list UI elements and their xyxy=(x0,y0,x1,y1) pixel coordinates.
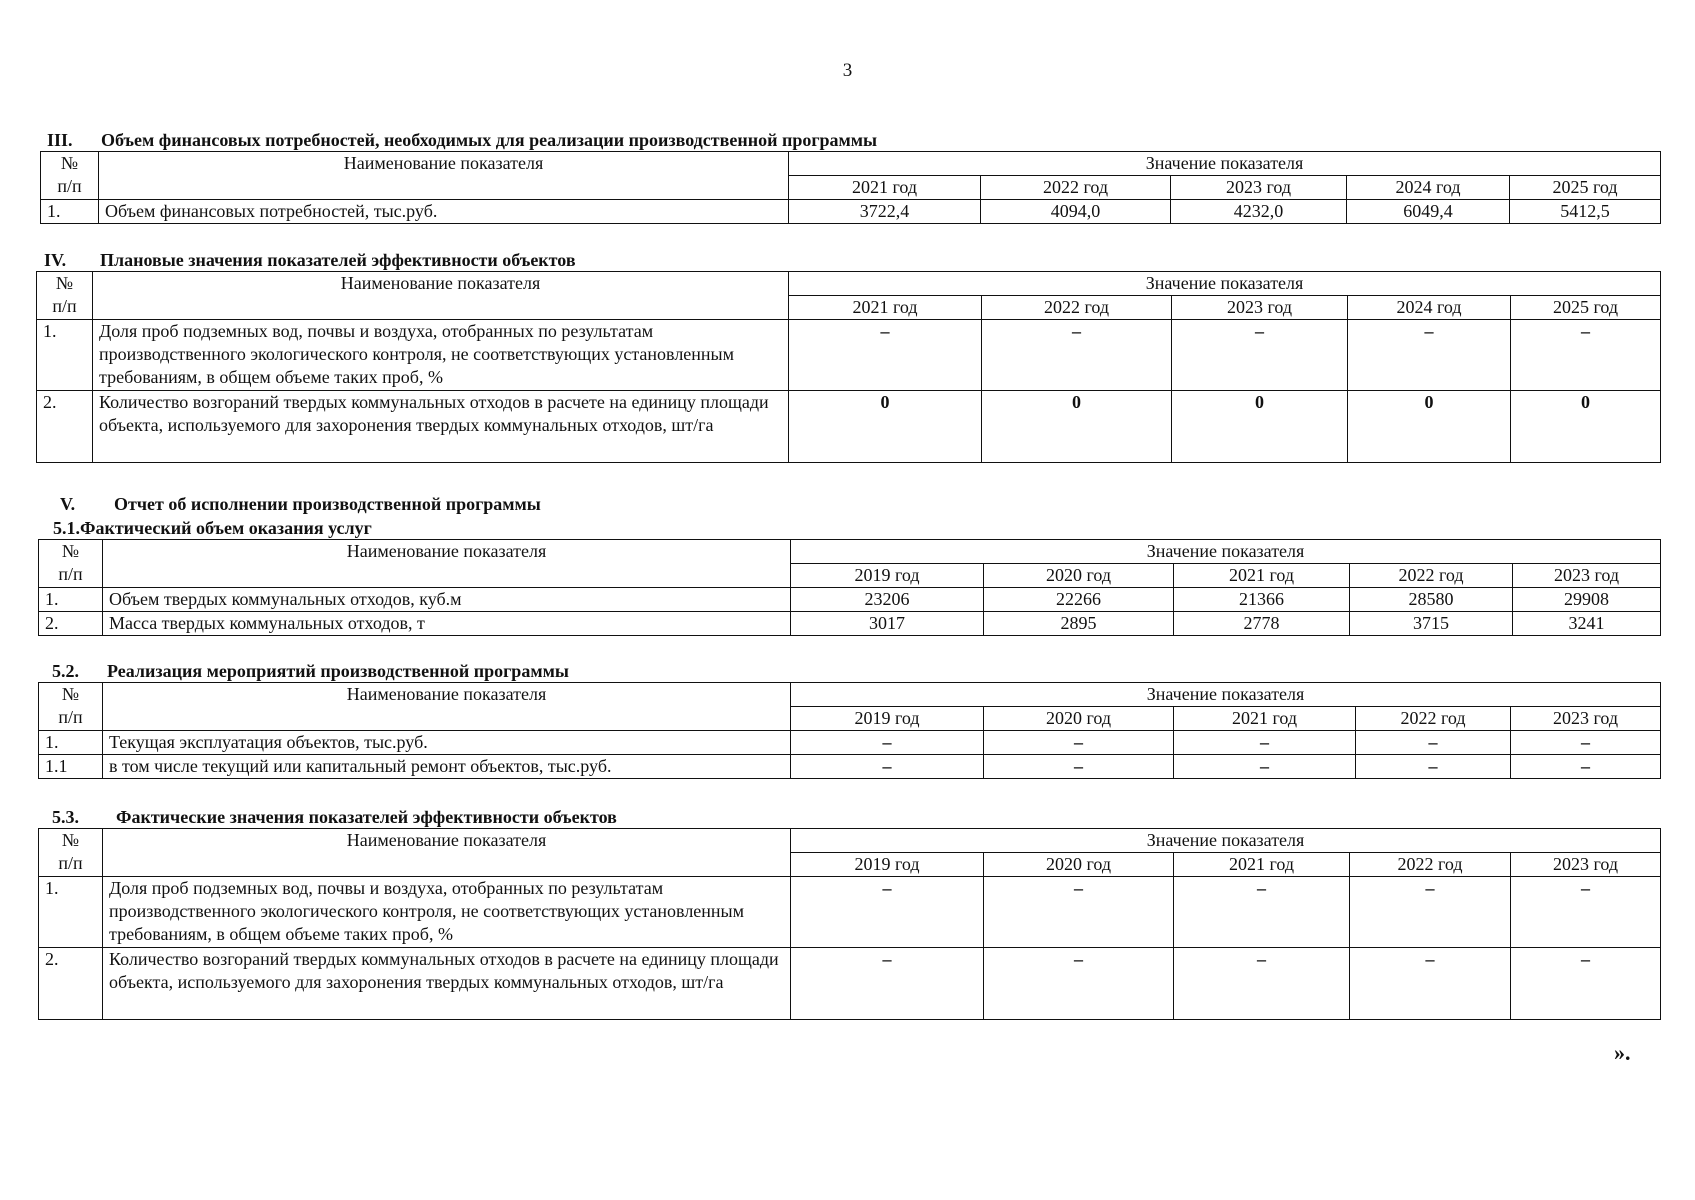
header-number-line1: № xyxy=(61,541,80,561)
header-number-line1: № xyxy=(55,273,74,293)
year-header: 2025 год xyxy=(1511,296,1661,320)
section-5-1-title xyxy=(38,517,1661,539)
row-name: Количество возгораний твердых коммунальных отходов в расчете на единицу площади объекта, используемого для захоронения твердых коммунальных отходов, шт/га xyxy=(103,948,791,1020)
header-value: Значение показателя xyxy=(791,683,1661,707)
row-value: – xyxy=(1350,877,1511,948)
row-value: – xyxy=(791,731,984,755)
section-5-title xyxy=(38,494,1661,515)
section-5-2 xyxy=(38,661,1661,779)
year-header: 2022 год xyxy=(981,176,1171,200)
row-value: – xyxy=(982,320,1172,391)
table-actual-efficiency xyxy=(38,828,1661,1020)
table-row xyxy=(39,877,1661,948)
section-5-3-heading: Фактические значения показателей эффективности объектов xyxy=(116,807,617,827)
row-value: 0 xyxy=(1348,391,1511,463)
header-number-line2: п/п xyxy=(52,296,77,316)
header-number xyxy=(39,540,103,588)
row-value: – xyxy=(1174,755,1356,779)
table-row xyxy=(41,200,1661,224)
year-header: 2021 год xyxy=(789,176,981,200)
row-name: Масса твердых коммунальных отходов, т xyxy=(103,612,791,636)
year-header: 2021 год xyxy=(1174,707,1356,731)
header-value: Значение показателя xyxy=(789,152,1661,176)
header-number xyxy=(39,683,103,731)
row-name: в том числе текущий или капитальный ремонт объектов, тыс.руб. xyxy=(103,755,791,779)
section-5-2-title xyxy=(38,661,1661,682)
row-value: 4232,0 xyxy=(1171,200,1347,224)
row-value: 28580 xyxy=(1350,588,1513,612)
header-number xyxy=(41,152,99,200)
row-value: 3715 xyxy=(1350,612,1513,636)
row-value: 0 xyxy=(789,391,982,463)
header-number-line2: п/п xyxy=(58,853,83,873)
row-number: 2. xyxy=(39,948,103,1020)
section-3 xyxy=(40,130,1661,224)
row-number: 1. xyxy=(37,320,93,391)
row-number: 1.1 xyxy=(39,755,103,779)
row-value: 23206 xyxy=(791,588,984,612)
year-header: 2019 год xyxy=(791,564,984,588)
header-number-line2: п/п xyxy=(58,707,83,727)
section-4-heading: Плановые значения показателей эффективности объектов xyxy=(100,250,576,270)
row-name: Текущая эксплуатация объектов, тыс.руб. xyxy=(103,731,791,755)
section-5-3-number: 5.3. xyxy=(52,807,79,827)
row-value: 5412,5 xyxy=(1510,200,1661,224)
row-value: – xyxy=(791,948,984,1020)
header-number-line1: № xyxy=(60,153,79,173)
section-5-3 xyxy=(38,807,1661,1020)
row-name: Объем твердых коммунальных отходов, куб.м xyxy=(103,588,791,612)
header-name: Наименование показателя xyxy=(103,683,791,731)
table-row xyxy=(39,612,1661,636)
year-header: 2023 год xyxy=(1513,564,1661,588)
row-value: – xyxy=(1356,755,1511,779)
section-3-heading: Объем финансовых потребностей, необходимых для реализации производственной программы xyxy=(101,130,878,150)
year-header: 2022 год xyxy=(982,296,1172,320)
row-value: 29908 xyxy=(1513,588,1661,612)
section-4 xyxy=(36,250,1661,463)
section-4-number: IV. xyxy=(44,250,67,270)
row-value: 21366 xyxy=(1174,588,1350,612)
row-value: – xyxy=(791,755,984,779)
row-value: – xyxy=(1174,731,1356,755)
row-number: 2. xyxy=(37,391,93,463)
year-header: 2022 год xyxy=(1356,707,1511,731)
year-header: 2023 год xyxy=(1172,296,1348,320)
row-value: 3722,4 xyxy=(789,200,981,224)
row-name: Количество возгораний твердых коммунальных отходов в расчете на единицу площади объекта, используемого для захоронения твердых коммунальных отходов, шт/га xyxy=(93,391,789,463)
row-value: – xyxy=(1511,755,1661,779)
row-value: – xyxy=(1511,877,1661,948)
header-name: Наименование показателя xyxy=(99,152,789,200)
row-number: 1. xyxy=(41,200,99,224)
year-header: 2025 год xyxy=(1510,176,1661,200)
table-row xyxy=(39,588,1661,612)
row-value: 4094,0 xyxy=(981,200,1171,224)
row-value: – xyxy=(791,877,984,948)
section-4-title xyxy=(36,250,1661,271)
row-value: – xyxy=(984,755,1174,779)
header-number-line1: № xyxy=(61,830,80,850)
section-5-2-heading: Реализация мероприятий производственной программы xyxy=(107,661,569,681)
section-5-heading: Отчет об исполнении производственной программы xyxy=(114,494,541,514)
row-value: 6049,4 xyxy=(1347,200,1510,224)
row-value: – xyxy=(1348,320,1511,391)
table-financial-needs xyxy=(40,151,1661,224)
row-value: 3241 xyxy=(1513,612,1661,636)
page-number: 3 xyxy=(842,60,853,81)
table-row xyxy=(39,731,1661,755)
header-value: Значение показателя xyxy=(791,829,1661,853)
year-header: 2024 год xyxy=(1347,176,1510,200)
row-value: 2778 xyxy=(1174,612,1350,636)
year-header: 2023 год xyxy=(1171,176,1347,200)
header-number-line2: п/п xyxy=(57,176,82,196)
header-name: Наименование показателя xyxy=(103,829,791,877)
header-number-line1: № xyxy=(61,684,80,704)
header-value: Значение показателя xyxy=(791,540,1661,564)
row-value: 0 xyxy=(1172,391,1348,463)
section-5 xyxy=(38,494,1661,636)
row-value: – xyxy=(1174,877,1350,948)
section-5-1-heading: Фактический объем оказания услуг xyxy=(80,518,372,538)
section-5-3-title xyxy=(38,807,1661,828)
table-program-activities xyxy=(38,682,1661,779)
table-planned-efficiency xyxy=(36,271,1661,463)
year-header: 2020 год xyxy=(984,853,1174,877)
year-header: 2022 год xyxy=(1350,564,1513,588)
row-value: 0 xyxy=(982,391,1172,463)
row-number: 1. xyxy=(39,731,103,755)
row-value: 2895 xyxy=(984,612,1174,636)
row-value: – xyxy=(1174,948,1350,1020)
row-value: – xyxy=(1172,320,1348,391)
year-header: 2020 год xyxy=(984,564,1174,588)
year-header: 2023 год xyxy=(1511,707,1661,731)
header-name: Наименование показателя xyxy=(93,272,789,320)
section-5-2-number: 5.2. xyxy=(52,661,79,681)
row-value: – xyxy=(1350,948,1511,1020)
row-number: 1. xyxy=(39,877,103,948)
year-header: 2021 год xyxy=(789,296,982,320)
row-value: – xyxy=(984,877,1174,948)
closing-quote: ». xyxy=(1614,1040,1631,1065)
row-number: 1. xyxy=(39,588,103,612)
table-row xyxy=(39,948,1661,1020)
row-name: Доля проб подземных вод, почвы и воздуха, отобранных по результатам производственного экологического контроля, не соответствующих установленным требованиям, в общем объеме таких проб, % xyxy=(93,320,789,391)
year-header: 2021 год xyxy=(1174,853,1350,877)
year-header: 2021 год xyxy=(1174,564,1350,588)
header-number xyxy=(39,829,103,877)
table-actual-service-volume xyxy=(38,539,1661,636)
section-5-1-number: 5.1. xyxy=(53,518,80,538)
header-number-line2: п/п xyxy=(58,564,83,584)
table-row xyxy=(37,320,1661,391)
year-header: 2024 год xyxy=(1348,296,1511,320)
row-value: 22266 xyxy=(984,588,1174,612)
header-name: Наименование показателя xyxy=(103,540,791,588)
row-value: – xyxy=(984,948,1174,1020)
row-name: Объем финансовых потребностей, тыс.руб. xyxy=(99,200,789,224)
section-3-title xyxy=(40,130,1661,151)
row-value: 3017 xyxy=(791,612,984,636)
row-name: Доля проб подземных вод, почвы и воздуха, отобранных по результатам производственного экологического контроля, не соответствующих установленным требованиям, в общем объеме таких проб, % xyxy=(103,877,791,948)
row-value: – xyxy=(1511,320,1661,391)
year-header: 2023 год xyxy=(1511,853,1661,877)
row-value: – xyxy=(1511,731,1661,755)
row-value: – xyxy=(1356,731,1511,755)
row-value: – xyxy=(1511,948,1661,1020)
year-header: 2019 год xyxy=(791,853,984,877)
year-header: 2020 год xyxy=(984,707,1174,731)
year-header: 2019 год xyxy=(791,707,984,731)
row-value: 0 xyxy=(1511,391,1661,463)
section-5-number: V. xyxy=(60,494,76,514)
row-value: – xyxy=(984,731,1174,755)
year-header: 2022 год xyxy=(1350,853,1511,877)
header-number xyxy=(37,272,93,320)
row-value: – xyxy=(789,320,982,391)
row-number: 2. xyxy=(39,612,103,636)
header-value: Значение показателя xyxy=(789,272,1661,296)
table-row xyxy=(39,755,1661,779)
section-3-number: III. xyxy=(47,130,73,150)
table-row xyxy=(37,391,1661,463)
